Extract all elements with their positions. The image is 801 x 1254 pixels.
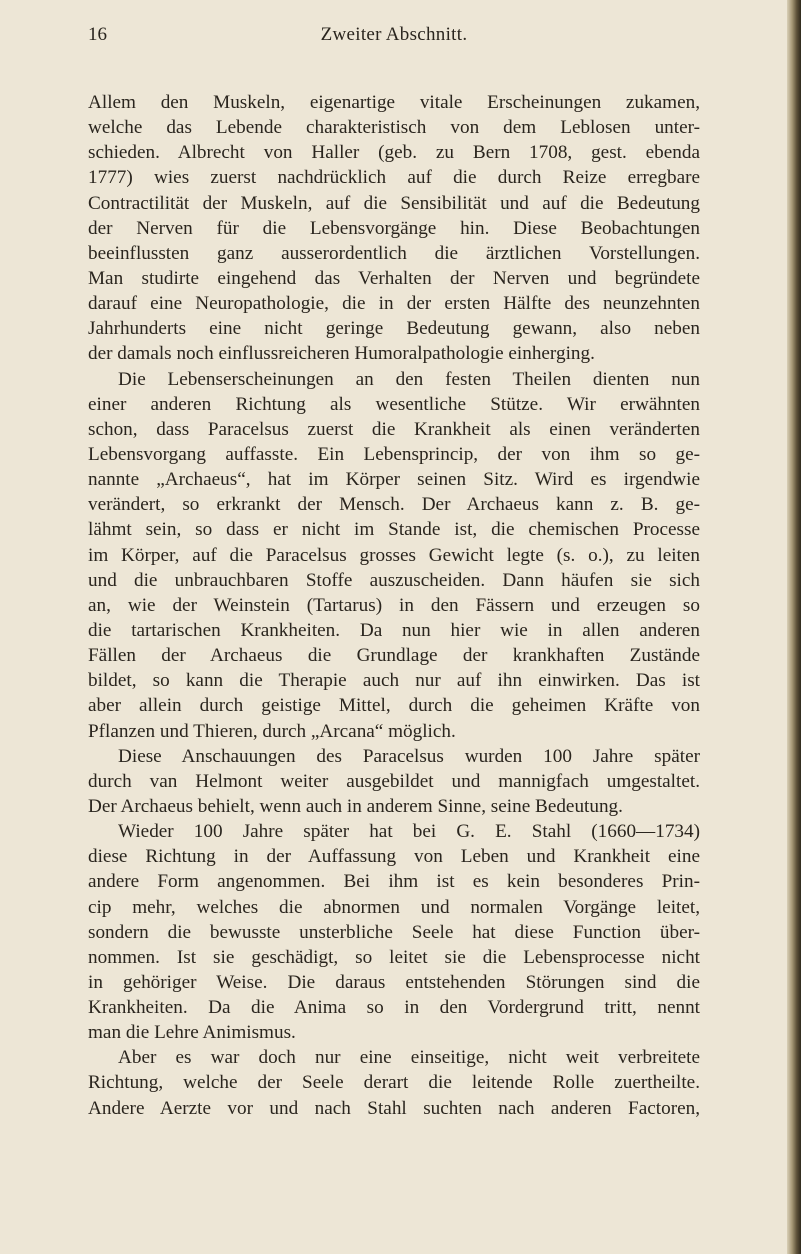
text-line: Diese Anschauungen des Paracelsus wurden 100 Jahre später — [118, 745, 700, 767]
text-line: Pflanzen und Thieren, durch „Arcana“ möglich. — [88, 720, 456, 742]
text-line: schon, dass Paracelsus zuerst die Krankheit als einen veränderten — [88, 418, 700, 440]
page-number: 16 — [88, 24, 107, 45]
page-edge-shadow — [787, 0, 801, 1254]
text-line: die tartarischen Krankheiten. Da nun hier wie in allen anderen — [88, 619, 700, 641]
text-line: beeinflussten ganz ausserordentlich die ärztlichen Vorstellungen. — [88, 242, 700, 264]
text-line: an, wie der Weinstein (Tartarus) in den Fässern und erzeugen so — [88, 594, 700, 616]
text-line: bildet, so kann die Therapie auch nur auf ihn einwirken. Das ist — [88, 670, 700, 692]
text-line: einer anderen Richtung als wesentliche Stütze. Wir erwähnten — [88, 393, 700, 415]
text-line: Die Lebenserscheinungen an den festen Theilen dienten nun — [118, 368, 700, 390]
text-line: welche das Lebende charakteristisch von dem Leblosen unter- — [88, 117, 700, 139]
text-line: Richtung, welche der Seele derart die leitende Rolle zuertheilte. — [88, 1072, 700, 1094]
text-line: Krankheiten. Da die Anima so in den Vordergrund tritt, nennt — [88, 997, 700, 1019]
text-line: Der Archaeus behielt, wenn auch in anderem Sinne, seine Bedeutung. — [88, 795, 623, 817]
text-line: nommen. Ist sie geschädigt, so leitet sie die Lebensprocesse nicht — [88, 946, 700, 968]
text-line: nannte „Archaeus“, hat im Körper seinen Sitz. Wird es irgendwie — [88, 469, 700, 491]
text-line: darauf eine Neuropathologie, die in der ersten Hälfte des neunzehnten — [88, 293, 700, 315]
text-line: 1777) wies zuerst nachdrücklich auf die durch Reize erregbare — [88, 167, 700, 189]
text-line: Andere Aerzte vor und nach Stahl suchten nach anderen Factoren, — [88, 1097, 700, 1119]
text-line: der Nerven für die Lebensvorgänge hin. Diese Beobachtungen — [88, 217, 700, 239]
text-line: Jahrhunderts eine nicht geringe Bedeutung gewann, also neben — [88, 318, 700, 340]
text-line: im Körper, auf die Paracelsus grosses Gewicht legte (s. o.), zu leiten — [88, 544, 700, 566]
text-line: durch van Helmont weiter ausgebildet und mannigfach umgestaltet. — [88, 770, 700, 792]
body-text — [88, 90, 700, 1121]
text-line: Contractilität der Muskeln, auf die Sensibilität und auf die Bedeutung — [88, 192, 700, 214]
text-line: Allem den Muskeln, eigenartige vitale Erscheinungen zukamen, — [88, 92, 700, 113]
text-line: diese Richtung in der Auffassung von Leben und Krankheit eine — [88, 846, 700, 868]
text-line: aber allein durch geistige Mittel, durch die geheimen Kräfte von — [88, 695, 700, 717]
text-line: sondern die bewusste unsterbliche Seele hat diese Function über- — [88, 921, 700, 943]
text-line: andere Form angenommen. Bei ihm ist es kein besonderes Prin- — [88, 871, 700, 893]
text-line: Wieder 100 Jahre später hat bei G. E. Stahl (1660—1734) — [118, 821, 700, 843]
text-line: schieden. Albrecht von Haller (geb. zu Bern 1708, gest. ebenda — [88, 142, 700, 164]
page-header — [88, 24, 700, 54]
text-line: Aber es war doch nur eine einseitige, nicht weit verbreitete — [118, 1047, 700, 1069]
running-head: Zweiter Abschnitt. — [320, 24, 468, 45]
text-line: man die Lehre Animismus. — [88, 1022, 296, 1044]
text-line: und die unbrauchbaren Stoffe auszuscheiden. Dann häufen sie sich — [88, 569, 700, 591]
text-line: verändert, so erkrankt der Mensch. Der Archaeus kann z. B. ge- — [88, 494, 700, 516]
text-line: Man studirte eingehend das Verhalten der Nerven und begründete — [88, 267, 700, 289]
text-line: Lebensvorgang auffasste. Ein Lebensprincip, der von ihm so ge- — [88, 443, 700, 465]
text-line: cip mehr, welches die abnormen und normalen Vorgänge leitet, — [88, 896, 700, 918]
text-line: der damals noch einflussreicheren Humoralpathologie einherging. — [88, 343, 595, 365]
text-line: in gehöriger Weise. Die daraus entstehenden Störungen sind die — [88, 971, 700, 993]
text-line: Fällen der Archaeus die Grundlage der krankhaften Zustände — [88, 645, 700, 667]
text-line: lähmt sein, so dass er nicht im Stande ist, die chemischen Processe — [88, 519, 700, 541]
